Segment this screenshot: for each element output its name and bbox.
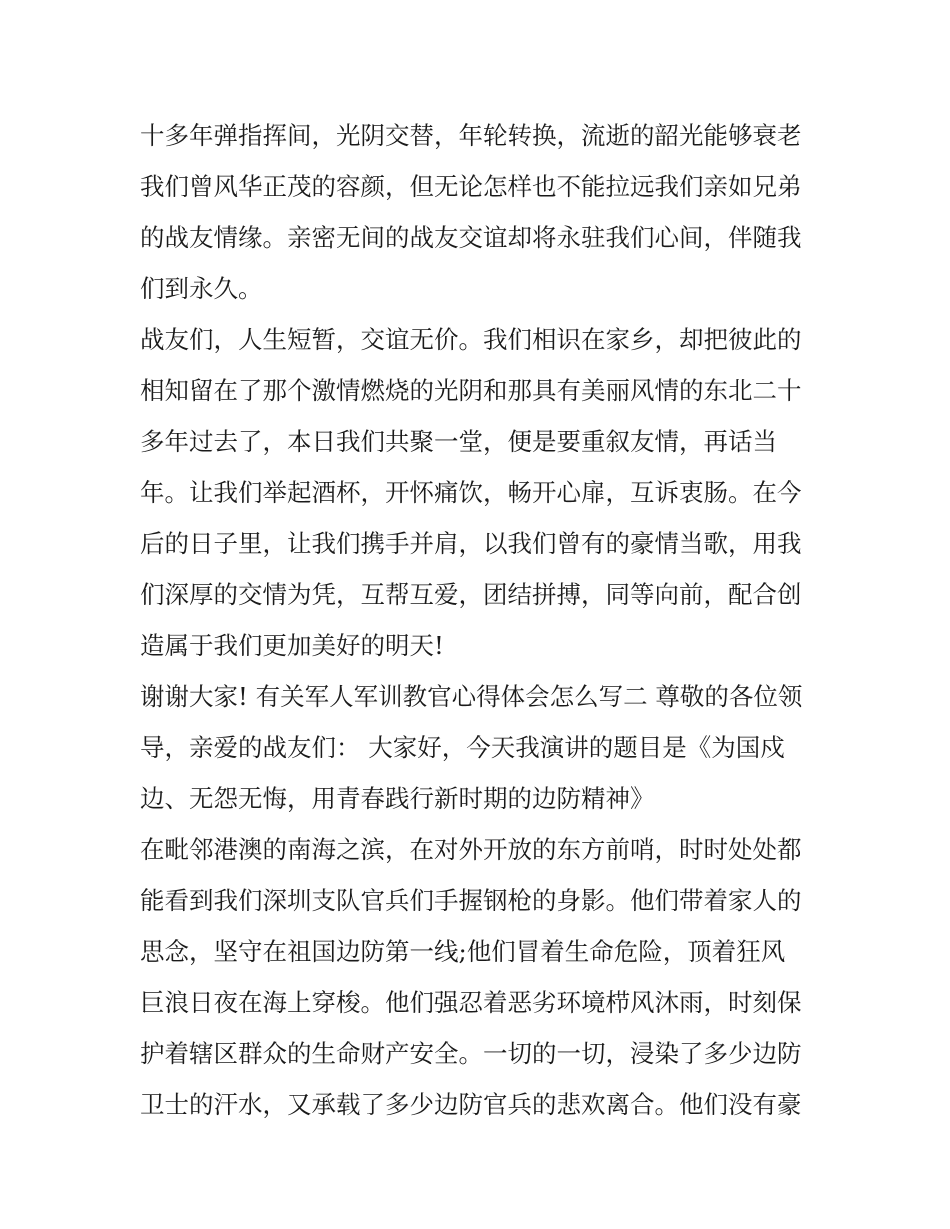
- text-line: 能看到我们深圳支队官兵们手握钢枪的身影。他们带着家人的: [140, 886, 802, 915]
- text-line: 谢谢大家! 有关军人军训教官心得体会怎么写二 尊敬的各位领: [140, 682, 803, 711]
- text-line: 我们曾风华正茂的容颜，但无论怎样也不能拉远我们亲如兄弟: [140, 172, 802, 201]
- document-body: [140, 110, 820, 1130]
- text-line: 在毗邻港澳的南海之滨，在对外开放的东方前哨，时时处处都: [140, 835, 802, 864]
- text-line: 导，亲爱的战友们： 大家好，今天我演讲的题目是《为国戍: [140, 733, 785, 762]
- text-line: 们到永久。: [140, 274, 263, 303]
- text-line: 后的日子里，让我们携手并肩，以我们曾有的豪情当歌，用我: [140, 529, 802, 558]
- text-line: 战友们，人生短暂，交谊无价。我们相识在家乡，却把彼此的: [140, 325, 802, 354]
- text-line: 多年过去了，本日我们共聚一堂，便是要重叙友情，再话当: [140, 427, 777, 456]
- text-line: 年。让我们举起酒杯，开怀痛饮，畅开心扉，互诉衷肠。在今: [140, 478, 802, 507]
- text-line: 护着辖区群众的生命财产安全。一切的一切，浸染了多少边防: [140, 1039, 802, 1068]
- text-line: 卫士的汗水，又承载了多少边防官兵的悲欢离合。他们没有豪: [140, 1090, 802, 1119]
- text-line: 相知留在了那个激情燃烧的光阴和那具有美丽风情的东北二十: [140, 376, 802, 405]
- text-line: 们深厚的交情为凭，互帮互爱，团结拼搏，同等向前，配合创: [140, 580, 802, 609]
- text-line: 思念，坚守在祖国边防第一线;他们冒着生命危险，顶着狂风: [140, 937, 786, 966]
- text-line: 十多年弹指挥间，光阴交替，年轮转换，流逝的韶光能够衰老: [140, 121, 802, 150]
- text-line: 巨浪日夜在海上穿梭。他们强忍着恶劣环境栉风沐雨，时刻保: [140, 988, 802, 1017]
- text-line: 的战友情缘。亲密无间的战友交谊却将永驻我们心间，伴随我: [140, 223, 802, 252]
- text-line: 边、无怨无悔，用青春践行新时期的边防精神》: [140, 784, 655, 813]
- text-line: 造属于我们更加美好的明天!: [140, 631, 444, 660]
